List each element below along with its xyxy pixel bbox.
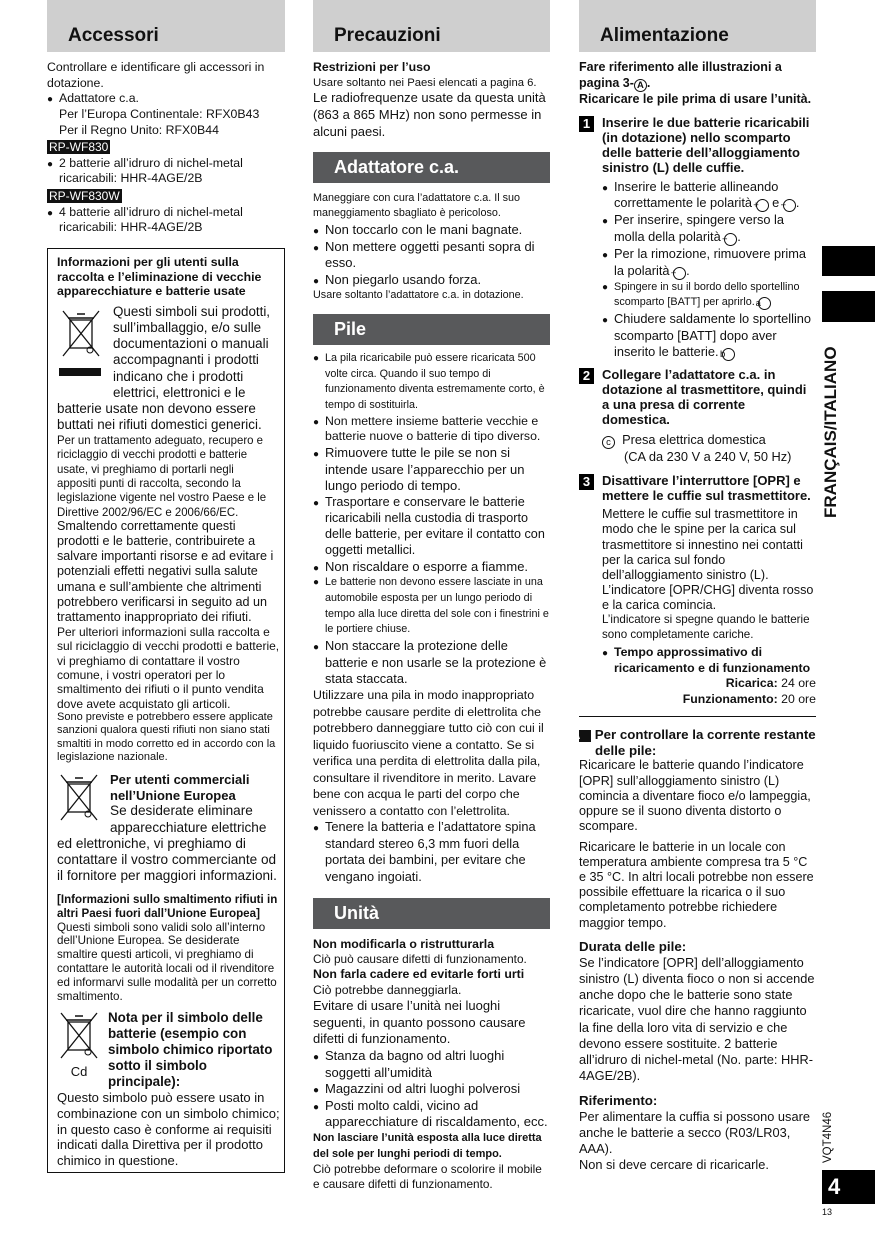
disposal-text: Per un trattamento adeguato, recupero e riciclaggio di vecchi prodotti e batterie usate, vi preghiamo di portarli negli appositi punti di raccolta, secondo la legislazione vigente nel vostro Paese e le Direttive 2002/96/EC e 2006/66/EC. xyxy=(57,432,267,519)
restrictions-text: Le radiofrequenze usate da questa unità (863 a 865 MHz) non sono permesse in alcuni paesi. xyxy=(313,89,546,139)
list-item: ● Tenere la batteria e l’adattatore spina standard stereo 6,3 mm fuori della portata dei bambini, per evitare che vengano ingoiati. xyxy=(313,819,550,886)
unit-text: Ciò potrebbe danneggiarla. xyxy=(313,982,462,997)
minus-icon: − xyxy=(783,199,796,212)
list-item: ● Posti molto caldi, vicino ad apparecchiature di riscaldamento, ecc. xyxy=(313,1098,550,1131)
charge-time: Ricarica: 24 ore xyxy=(725,676,816,691)
disposal-title: Informazioni per gli utenti sulla raccolta e l’eliminazione di vecchie apparecchiature e batterie usate xyxy=(57,254,262,299)
page-number: 4 xyxy=(822,1170,875,1204)
outlet-voltage: (CA da 230 V a 240 V, 50 Hz) xyxy=(624,448,792,464)
step-2 xyxy=(579,367,816,465)
list-item: Per l’Europa Continentale: RFX0B43 xyxy=(59,106,260,121)
outside-eu-text: Questi simboli sono validi solo all’interno dell’Unione Europea. Se desiderate smaltire questi articoli, vi preghiamo di contattare le autorità locali od il rivenditore ed informarvi sulle modalità per un corretto smaltimento. xyxy=(57,920,277,1004)
adapter-note: Usare soltanto l’adattatore c.a. in dotazione. xyxy=(313,289,524,302)
unit-title: Non farla cadere ed evitarle forti urti xyxy=(313,967,525,982)
model-badge: RP-WF830 xyxy=(49,140,109,155)
time-title: ● Tempo approssimativo di ricaricamento e di funzionamento xyxy=(602,645,816,676)
disposal-text: Smaltendo correttamente questi prodotti e le batterie, contribuirete a salvare importanti risorse e ad evitare i potenziali effetti negativi sulla salute umana e sull’ambiente che altrimenti potrebbero verificarsi in seguito ad un trattamento inappropriato dei rifiuti. xyxy=(57,519,274,624)
side-tab xyxy=(822,246,875,276)
list-item: ● Non toccarlo con le mani bagnate. xyxy=(313,222,550,239)
cd-label: Cd xyxy=(70,1063,88,1079)
section-header: Adattatore c.a. xyxy=(313,152,550,183)
run-time: Funzionamento: 20 ore xyxy=(682,691,816,706)
list-item: ● Non piegarlo usando forza. xyxy=(313,272,550,289)
ref-title: Riferimento: xyxy=(579,1092,658,1108)
life-title: Durata delle pile: xyxy=(579,938,687,954)
step-note: L’indicatore si spegne quando le batterie sono completamente cariche. xyxy=(602,613,810,641)
list-item: ● 2 batterie all’idruro di nichel-metal ricaricabili: HHR-4AGE/2B xyxy=(47,156,285,187)
list-item: ● Stanza da bagno od altri luoghi soggetti all’umidità xyxy=(313,1048,550,1081)
adapter-intro: Maneggiare con cura l’adattatore c.a. Il suo maneggiamento sbagliato è pericoloso. xyxy=(313,191,521,220)
step-1 xyxy=(579,115,816,361)
outside-eu-title: [Informazioni sullo smaltimento rifiuti in altri Paesi fuori dall’Unione Europea] xyxy=(57,892,278,920)
page-number-small: 13 xyxy=(822,1207,833,1217)
restrictions-line: Usare soltanto nei Paesi elencati a pagina 6. xyxy=(313,76,537,89)
list-item: ● Trasportare e conservare le batterie ricaricabili nella custodia di trasporto delle batterie, per evitare il contatto con oggetti metallici. xyxy=(313,495,550,559)
figure-a-icon: A xyxy=(579,730,591,742)
pile-text: Utilizzare una pila in modo inappropriato potrebbe causare perdite di elettrolita che potrebbero danneggiare tutto ciò con cui il liquido fuoriuscito viene a contatto. Se si verifica una perdita di elettrolita dalla pila, consultare il rivenditore in merito. Lavare bene con acqua le parti del corpo che venissero a contatto con l’elettrolita. xyxy=(313,688,544,818)
check-title: A Per controllare la corrente restante delle pile: xyxy=(573,726,816,758)
list-item: ● Rimuovere tutte le pile se non si intende usare l’apparecchio per un lungo periodo di tempo. xyxy=(313,445,550,495)
unit-title: Non lasciare l’unità esposta alla luce diretta del sole per lunghi periodi di tempo. xyxy=(313,1131,542,1160)
plus-icon: + xyxy=(673,267,686,280)
section-header: Alimentazione xyxy=(579,0,816,52)
battery-check-section xyxy=(573,716,816,1172)
step-text: Mettere le cuffie sul trasmettitore in modo che le spine per la carica sul trasmettitore si innestino nei contatti per la carica sul fondo dell’alloggiamento sinistro (L). L’indicatore [OPR/CHG] diventa rosso e la carica comincia. xyxy=(602,507,814,612)
list-item: ● Chiudere saldamente lo sportellino scomparto [BATT] dopo aver inserito le batterie. b xyxy=(602,311,816,361)
power-intro: Ricaricare le pile prima di usare l’unità. xyxy=(579,91,812,106)
unit-title: Non modificarla o ristrutturarla xyxy=(313,936,495,951)
battery-note-text: Questo simbolo può essere usato in combinazione con un simbolo chimico; in questo caso è conforme ai requisiti indicati dalla Direttiva per il prodotto chimico in questione. xyxy=(57,1090,280,1168)
model-badge: RP-WF830W xyxy=(49,189,120,204)
list-item: ● Non mettere insieme batterie vecchie e batterie nuove o batterie di tipo diverso. xyxy=(313,414,550,445)
life-text: Se l’indicatore [OPR] dell’alloggiamento sinistro (L) diventa fioco o non si accende anche dopo che le batterie sono state ricaricate, vuol dire che hanno raggiunto la fine della loro vita di servizio e che devono essere sostituite. 2 batterie all’idruro di nichel-metal (No. parte: HHR- 4AGE/2B). xyxy=(579,954,815,1084)
list-item: ● Inserire le batterie allineando correttamente le polarità + e − . xyxy=(602,179,816,213)
unit-text: Evitare di usare l’unità nei luoghi seguenti, in quanto possono causare difetti di funzionamento. xyxy=(313,998,526,1047)
power-intro: Fare riferimento alle illustrazioni a pagina 3- A . xyxy=(579,60,782,91)
list-item: ● Spingere in su il bordo dello sportellino scomparto [BATT] per aprirlo. a xyxy=(602,280,816,311)
list-item: ● Non riscaldare o esporre a fiamme. xyxy=(313,559,550,576)
column-accessori xyxy=(47,0,285,1173)
list-item: ● Per la rimozione, rimuovere prima la polarità + . xyxy=(602,246,816,280)
language-label: FRANÇAIS/ITALIANO xyxy=(821,346,840,518)
step-title: Collegare l’adattatore c.a. in dotazione al trasmettitore, quindi a una presa di corrente domestica. xyxy=(602,366,807,428)
battery-symbol xyxy=(55,1010,103,1080)
section-header: Accessori xyxy=(47,0,285,52)
step-3 xyxy=(579,473,816,708)
step-number: 3 xyxy=(579,474,594,490)
list-item: ● 4 batterie all’idruro di nichel-metal ricaricabili: HHR-4AGE/2B xyxy=(47,205,285,236)
check-text: Ricaricare le batterie quando l’indicatore [OPR] sull’alloggiamento sinistro (L) comincia a diventare fioco e/o lampeggia, oppure se il suono diventa distorto o scompare. xyxy=(579,758,811,833)
list-item: Per il Regno Unito: RFX0B44 xyxy=(59,122,219,137)
step-number: 1 xyxy=(579,116,594,132)
disposal-text: Questi simboli sui prodotti, sull’imballaggio, e/o sulle documentazioni o manuali accompagnanti i prodotti indicano che i prodotti elettrici, elettronici e le batterie usate non devono essere buttati nei rifiuti domestici generici. xyxy=(57,304,271,432)
battery-note-title: Nota per il simbolo delle batterie (esempio con simbolo chimico riportato sotto il simbolo principale): xyxy=(108,1010,273,1090)
list-item: ● Le batterie non devono essere lasciate in una automobile esposta per un lungo periodo di tempo alla luce diretta del sole con i finestrini e le portiere chiuse. xyxy=(313,575,550,638)
section-header: Pile xyxy=(313,314,550,345)
list-item: ● Non mettere oggetti pesanti sopra di esso. xyxy=(313,239,550,272)
list-item: ● Per inserire, spingere verso la molla della polarità − . xyxy=(602,212,816,246)
list-item: ● Adattatore c.a. xyxy=(47,91,285,107)
wheelie-bin-crossed-icon xyxy=(57,306,107,396)
unit-text: Ciò può causare difetti di funzionamento. xyxy=(313,952,527,967)
outlet-label: c Presa elettrica domestica xyxy=(602,432,816,449)
column-precauzioni xyxy=(313,0,550,1192)
disposal-text: Sono previste e potrebbero essere applicate sanzioni qualora questi rifiuti non siano stati smaltiti in modo corretto ed in accordo con la legislazione nazionale. xyxy=(57,711,276,763)
minus-icon: − xyxy=(724,233,737,246)
accessori-intro: Controllare e identificare gli accessori in dotazione. xyxy=(47,60,265,90)
restrictions-title: Restrizioni per l’uso xyxy=(313,60,431,74)
check-text: Ricaricare le batterie in un locale con temperatura ambiente compresa tra 5 °C e 35 °C. In altri locali potrebbe non essere possibile effettuare la ricarica o il suo completamento potrebbe richiedere maggior tempo. xyxy=(579,840,814,930)
wheelie-bin-crossed-icon xyxy=(55,1010,103,1060)
plus-icon: + xyxy=(756,199,769,212)
section-header: Precauzioni xyxy=(313,0,550,52)
step-number: 2 xyxy=(579,368,594,384)
list-item: ● Magazzini od altri luoghi polverosi xyxy=(313,1081,550,1098)
ref-text: Per alimentare la cuffia si possono usare anche le batterie a secco (R03/LR03, AAA). xyxy=(579,1108,810,1156)
unit-text: Ciò potrebbe deformare o scolorire il mobile e causare difetti di funzionamento. xyxy=(313,1162,542,1192)
side-tab xyxy=(822,291,875,322)
wheelie-bin-crossed-icon xyxy=(55,772,105,828)
disposal-info-box xyxy=(47,248,285,1173)
business-text: Se desiderate eliminare apparecchiature elettriche ed elettroniche, vi preghiamo di contattare il vostro commerciante od il fornitore per maggiori informazioni. xyxy=(57,803,277,884)
business-title: Per utenti commerciali nell’Unione Europea xyxy=(110,772,250,803)
ref-text: Non si deve cercare di ricaricarle. xyxy=(579,1156,769,1172)
step-title: Disattivare l’interruttore [OPR] e mettere le cuffie sul trasmettitore. xyxy=(602,472,811,504)
list-item: ● La pila ricaricabile può essere ricaricata 500 volte circa. Quando il suo tempo di funzionamento diventa estremamente corto, è tempo di sostituirla. xyxy=(313,351,550,414)
list-item: ● Non staccare la protezione delle batterie e non usarle se la protezione è stata staccata. xyxy=(313,638,550,687)
section-header: Unità xyxy=(313,898,550,929)
document-code: VQT4N46 xyxy=(822,1111,834,1163)
column-alimentazione xyxy=(573,0,816,1172)
disposal-text: Per ulteriori informazioni sulla raccolta e sul riciclaggio di vecchi prodotti e batterie, vi preghiamo di contattare il vostro comune, i vostri operatori per lo smaltimento dei rifiuti o il punto vendita dove avete acquistato gli articoli. xyxy=(57,624,280,711)
step-title: Inserire le due batterie ricaricabili (in dotazione) nello scomparto delle batterie dell’alloggiamento sinistro (L) delle cuffie. xyxy=(602,114,810,176)
